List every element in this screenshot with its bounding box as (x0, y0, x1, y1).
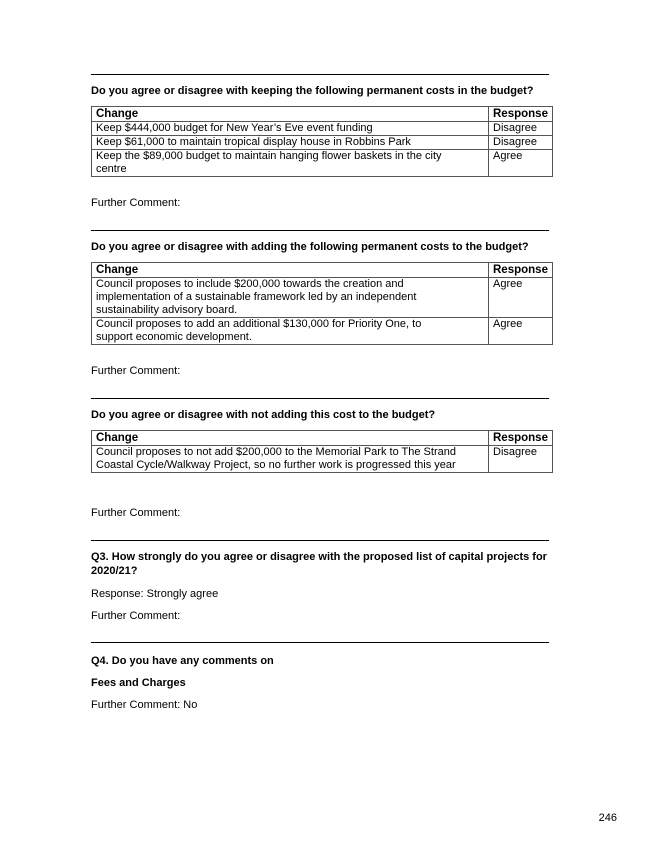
table-header-row (92, 263, 553, 278)
response-cell: Disagree (489, 136, 553, 150)
table-row (92, 122, 553, 136)
change-header: Change (92, 107, 489, 122)
change-header: Change (92, 263, 489, 278)
response-header: Response (489, 431, 553, 446)
q3-response: Response: Strongly agree (91, 588, 219, 600)
divider (91, 398, 549, 399)
table-row (92, 318, 553, 345)
response-header: Response (489, 107, 553, 122)
change-header: Change (92, 431, 489, 446)
section1-table (91, 106, 553, 177)
section3-table (91, 430, 553, 473)
section1-question: Do you agree or disagree with keeping the following permanent costs in the budget? (91, 85, 534, 97)
further-comment: Further Comment: (91, 197, 181, 209)
further-comment: Further Comment: (91, 610, 181, 622)
further-comment: Further Comment: No (91, 699, 198, 711)
change-cell: Keep $61,000 to maintain tropical display house in Robbins Park (92, 136, 489, 150)
divider (91, 74, 549, 75)
response-cell: Agree (489, 318, 553, 345)
response-header: Response (489, 263, 553, 278)
section2-question: Do you agree or disagree with adding the following permanent costs to the budget? (91, 241, 529, 253)
section2-table (91, 262, 553, 345)
q3-question: Q3. How strongly do you agree or disagree with the proposed list of capital projects for 2020/21? (91, 551, 547, 577)
response-cell: Disagree (489, 446, 553, 473)
q4-subheading: Fees and Charges (91, 677, 186, 689)
table-header-row (92, 431, 553, 446)
table-header-row (92, 107, 553, 122)
section3-question: Do you agree or disagree with not adding this cost to the budget? (91, 409, 436, 421)
table-row (92, 150, 553, 177)
further-comment: Further Comment: (91, 507, 181, 519)
response-cell: Agree (489, 278, 553, 318)
change-cell: Council proposes to add an additional $130,000 for Priority One, to support economic development. (92, 318, 489, 345)
table-row (92, 278, 553, 318)
table-row (92, 446, 553, 473)
change-cell: Council proposes to include $200,000 towards the creation and implementation of a sustainable framework led by an independent sustainability advisory board. (92, 278, 489, 318)
change-cell: Keep $444,000 budget for New Year’s Eve event funding (92, 122, 489, 136)
page-number: 246 (598, 812, 617, 824)
table-row (92, 136, 553, 150)
response-cell: Disagree (489, 122, 553, 136)
response-cell: Agree (489, 150, 553, 177)
change-cell: Council proposes to not add $200,000 to the Memorial Park to The Strand Coastal Cycle/Walkway Project, so no further work is progressed this year (92, 446, 489, 473)
change-cell: Keep the $89,000 budget to maintain hanging flower baskets in the city centre (92, 150, 489, 177)
q4-question: Q4. Do you have any comments on (91, 655, 274, 667)
divider (91, 230, 549, 231)
further-comment: Further Comment: (91, 365, 181, 377)
divider (91, 642, 549, 643)
divider (91, 540, 549, 541)
